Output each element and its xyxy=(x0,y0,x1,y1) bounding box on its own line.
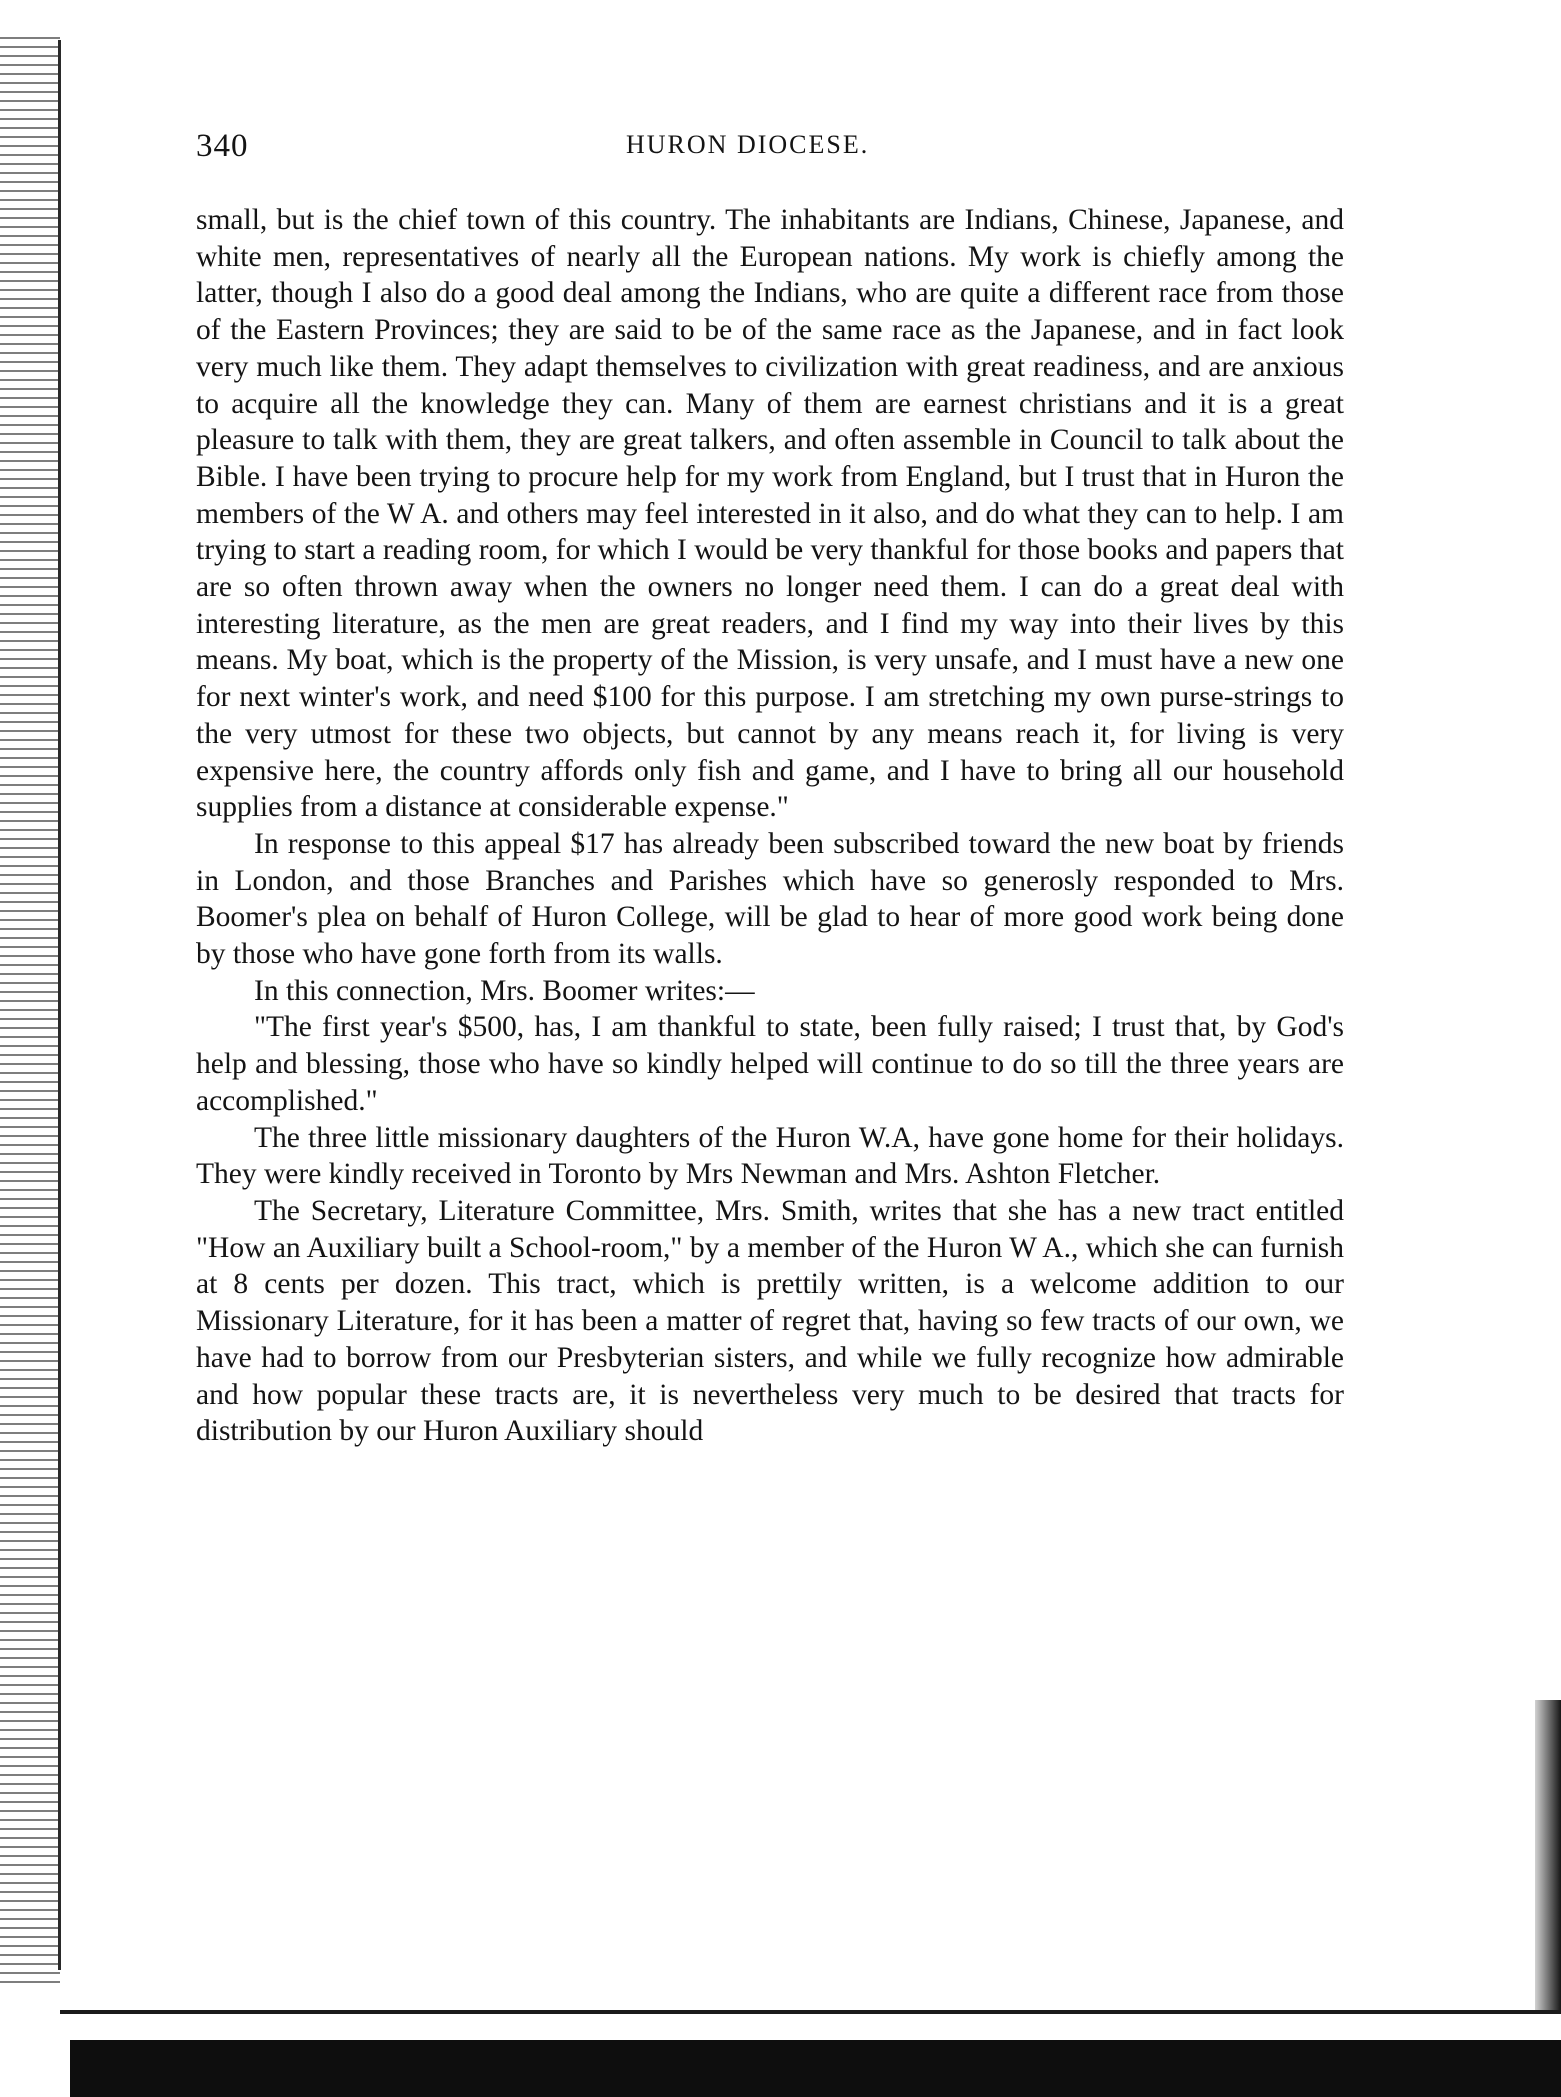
paragraph-missionary-daughters: The three little missionary daughters of the Huron W.A, have gone home for their holidays. They were kindly received in Toronto by Mrs Newman and Mrs. Ashton Fletcher. xyxy=(196,1121,1344,1191)
paragraph-connection: In this connection, Mrs. Boomer writes:— xyxy=(254,974,755,1007)
paragraph-literature-committee: The Secretary, Literature Committee, Mrs. Smith, writes that she has a new tract entitled "How an Auxiliary built a School-room," by a member of the Huron W A., which she can furnish at 8 cents per dozen. This tract, which is prettily written, is a welcome addition to our Missionary Literature, for it has been a matter of regret that, having so few tracts of our own, we have had to borrow from our Presbyterian sisters, and while we fully recognize how admirable and how popular these tracts are, it is nevertheless very much to be desired that tracts for distribution by our Huron Auxiliary should xyxy=(196,1194,1344,1448)
scan-right-shadow xyxy=(1535,1700,1561,2010)
scan-bottom-shadow xyxy=(70,2040,1561,2097)
paragraph-appeal-response: In response to this appeal $17 has already been subscribed toward the new boat by friends in London, and those Branches and Parishes which have so generosly responded to Mrs. Boomer's plea on behalf of Huron College, will be glad to hear of more good work being done by those who have gone forth from its walls. xyxy=(196,827,1344,971)
scan-bottom-rule xyxy=(60,2010,1561,2014)
page-header xyxy=(196,128,1336,172)
page-number: 340 xyxy=(196,128,249,164)
scan-binding-line xyxy=(58,40,61,1970)
paragraph-letter-continuation: small, but is the chief town of this country. The inhabitants are Indians, Chinese, Japanese, and white men, representatives of nearly all the European nations. My work is chiefly among the latter, though I also do a good deal among the Indians, who are quite a different race from those of the Eastern Provinces; they are said to be of the same race as the Japanese, and in fact look very much like them. They adapt themselves to civilization with great readiness, and are anxious to acquire all the knowledge they can. Many of them are earnest christians and it is a great pleasure to talk with them, they are great talkers, and often assemble in Council to talk about the Bible. I have been trying to procure help for my work from England, but I trust that in Huron the members of the W A. and others may feel interested in it also, and do what they can to help. I am trying to start a reading room, for which I would be very thankful for those books and papers that are so often thrown away when the owners no longer need them. I can do a great deal with interesting literature, as the men are great readers, and I find my way into their lives by this means. My boat, which is the property of the Mission, is very unsafe, and I must have a new one for next winter's work, and need $100 for this purpose. I am stretching my own purse-strings to the very utmost for these two objects, but cannot by any means reach it, for living is very expensive here, the country affords only fish and game, and I have to bring all our household supplies from a distance at considerable expense." xyxy=(196,204,1344,824)
page-body xyxy=(196,202,1344,1450)
scan-binding-edge xyxy=(0,30,60,1990)
paragraph-quote-boomer: "The first year's $500, has, I am thankful to state, been fully raised; I trust that, by God's help and blessing, those who have so kindly helped will continue to do so till the three years are accomplished." xyxy=(196,1011,1344,1117)
running-head: HURON DIOCESE. xyxy=(626,130,870,159)
